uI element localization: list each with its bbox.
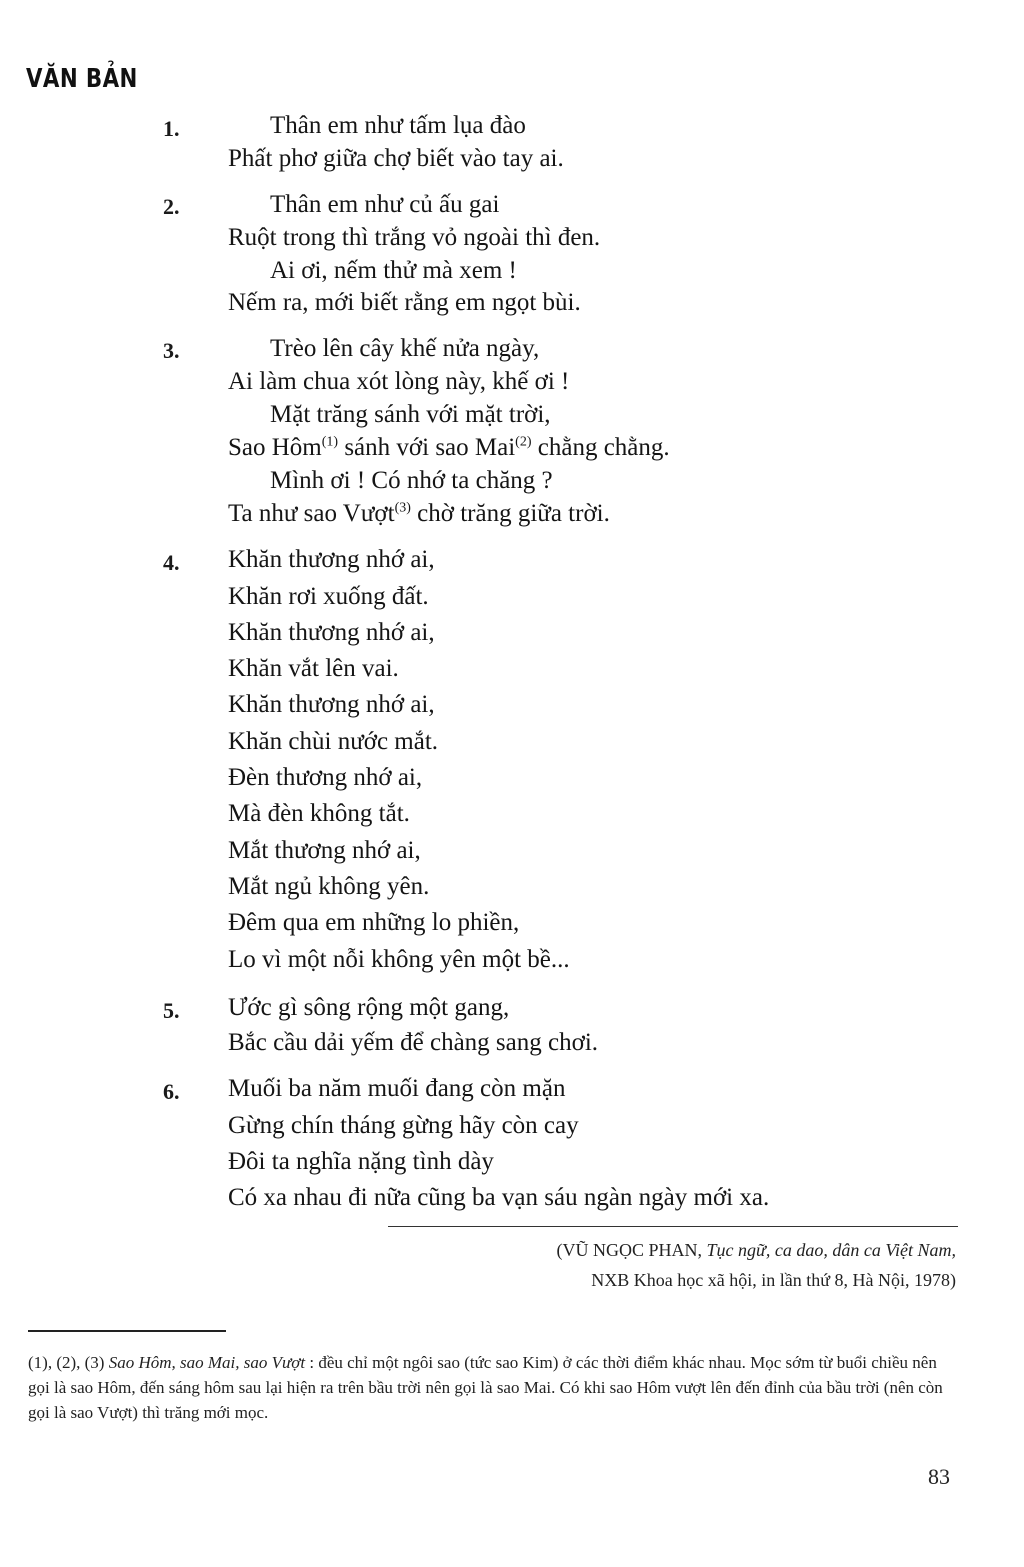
footnote-ref: (1) [321, 434, 339, 450]
poem-line: Mà đèn không tắt. [228, 800, 410, 827]
poem-line: Thân em như củ ấu gai [270, 191, 500, 218]
footnote-rule [28, 1330, 226, 1332]
poem-line: Mắt ngủ không yên. [228, 873, 430, 900]
poem-line: Gừng chín tháng gừng hãy còn cay [228, 1112, 579, 1139]
footnote-terms: Sao Hôm, sao Mai, sao Vượt [108, 1353, 306, 1372]
poem-number: 3. [163, 338, 180, 363]
poem-line: Lo vì một nỗi không yên một bề... [228, 946, 570, 973]
poem-line: Muối ba năm muối đang còn mặn [228, 1075, 566, 1102]
poem-line: Đèn thương nhớ ai, [228, 764, 423, 791]
poem-line: Khăn thương nhớ ai, [228, 546, 435, 573]
page-number: 83 [928, 1464, 950, 1489]
footnote-ref: (2) [515, 434, 532, 450]
poem-number: 1. [163, 116, 180, 141]
poem-line: Khăn thương nhớ ai, [228, 619, 435, 646]
poem-line-with-notes [228, 434, 670, 462]
poem-line: Khăn chùi nước mắt. [228, 728, 439, 755]
footnote-text: : đều chỉ một ngôi sao (tức sao Kim) ở các thời điểm khác nhau. Mọc sớm từ buổi chiều nên gọi là sao Hôm, đến sáng hôm sau lại hiện ra trên bầu trời nên gọi là sao Mai. Có khi sao Hôm vượt lên đến đỉnh của bầu trời (nên còn gọi là sao Vượt) thì trăng mới mọc. [28, 1353, 943, 1422]
poem-line: Ai làm chua xót lòng này, khế ơi ! [228, 368, 570, 395]
poem-line: Trèo lên cây khế nửa ngày, [270, 335, 540, 362]
source-citation-line-1 [557, 1240, 956, 1261]
poem-line: Ai ơi, nếm thử mà xem ! [270, 257, 517, 284]
line-segment: chờ trăng giữa trời. [417, 500, 610, 527]
line-segment: sánh với sao Mai [344, 434, 516, 461]
source-title: Tục ngữ, ca dao, dân ca Việt Nam, [706, 1240, 956, 1260]
poem-line: Đêm qua em những lo phiền, [228, 909, 520, 936]
poem-line: Khăn rơi xuống đất. [228, 583, 429, 610]
poem-line: Đôi ta nghĩa nặng tình dày [228, 1148, 494, 1175]
source-divider [388, 1226, 958, 1227]
poem-line: Ước gì sông rộng một gang, [228, 994, 510, 1021]
poem-line-with-notes [228, 500, 610, 528]
poem-line: Ruột trong thì trắng vỏ ngoài thì đen. [228, 224, 601, 251]
poem-number: 5. [163, 998, 180, 1023]
poem-line: Thân em như tấm lụa đào [270, 112, 526, 139]
poem-line: Khăn vắt lên vai. [228, 655, 399, 682]
footnote-ref: (3) [394, 500, 411, 516]
poem-number: 4. [163, 550, 180, 575]
poem-number: 2. [163, 194, 180, 219]
star-name: Sao Hôm [228, 434, 322, 461]
poem-line: Phất phơ giữa chợ biết vào tay ai. [228, 145, 564, 172]
poem-line: Nếm ra, mới biết rằng em ngọt bùi. [228, 289, 581, 316]
poem-line: Có xa nhau đi nữa cũng ba vạn sáu ngàn ngày mới xa. [228, 1184, 770, 1211]
poem-line: Bắc cầu dải yếm để chàng sang chơi. [228, 1029, 599, 1056]
poem-line: Khăn thương nhớ ai, [228, 691, 435, 718]
footnote-marks: (1), (2), (3) [28, 1353, 105, 1372]
poem-line: Mắt thương nhớ ai, [228, 837, 421, 864]
footnote [28, 1350, 958, 1425]
poem-number: 6. [163, 1079, 180, 1104]
poem-line: Mình ơi ! Có nhớ ta chăng ? [270, 467, 553, 494]
section-heading: VĂN BẢN [26, 64, 138, 94]
source-author: (VŨ NGỌC PHAN, [556, 1240, 703, 1260]
source-publisher: NXB Khoa học xã hội, in lần thứ 8, Hà Nội, 1978) [591, 1270, 956, 1290]
poem-line: Mặt trăng sánh với mặt trời, [270, 401, 551, 428]
star-name: Ta như sao Vượt [228, 500, 395, 527]
line-segment: chằng chằng. [537, 434, 670, 461]
